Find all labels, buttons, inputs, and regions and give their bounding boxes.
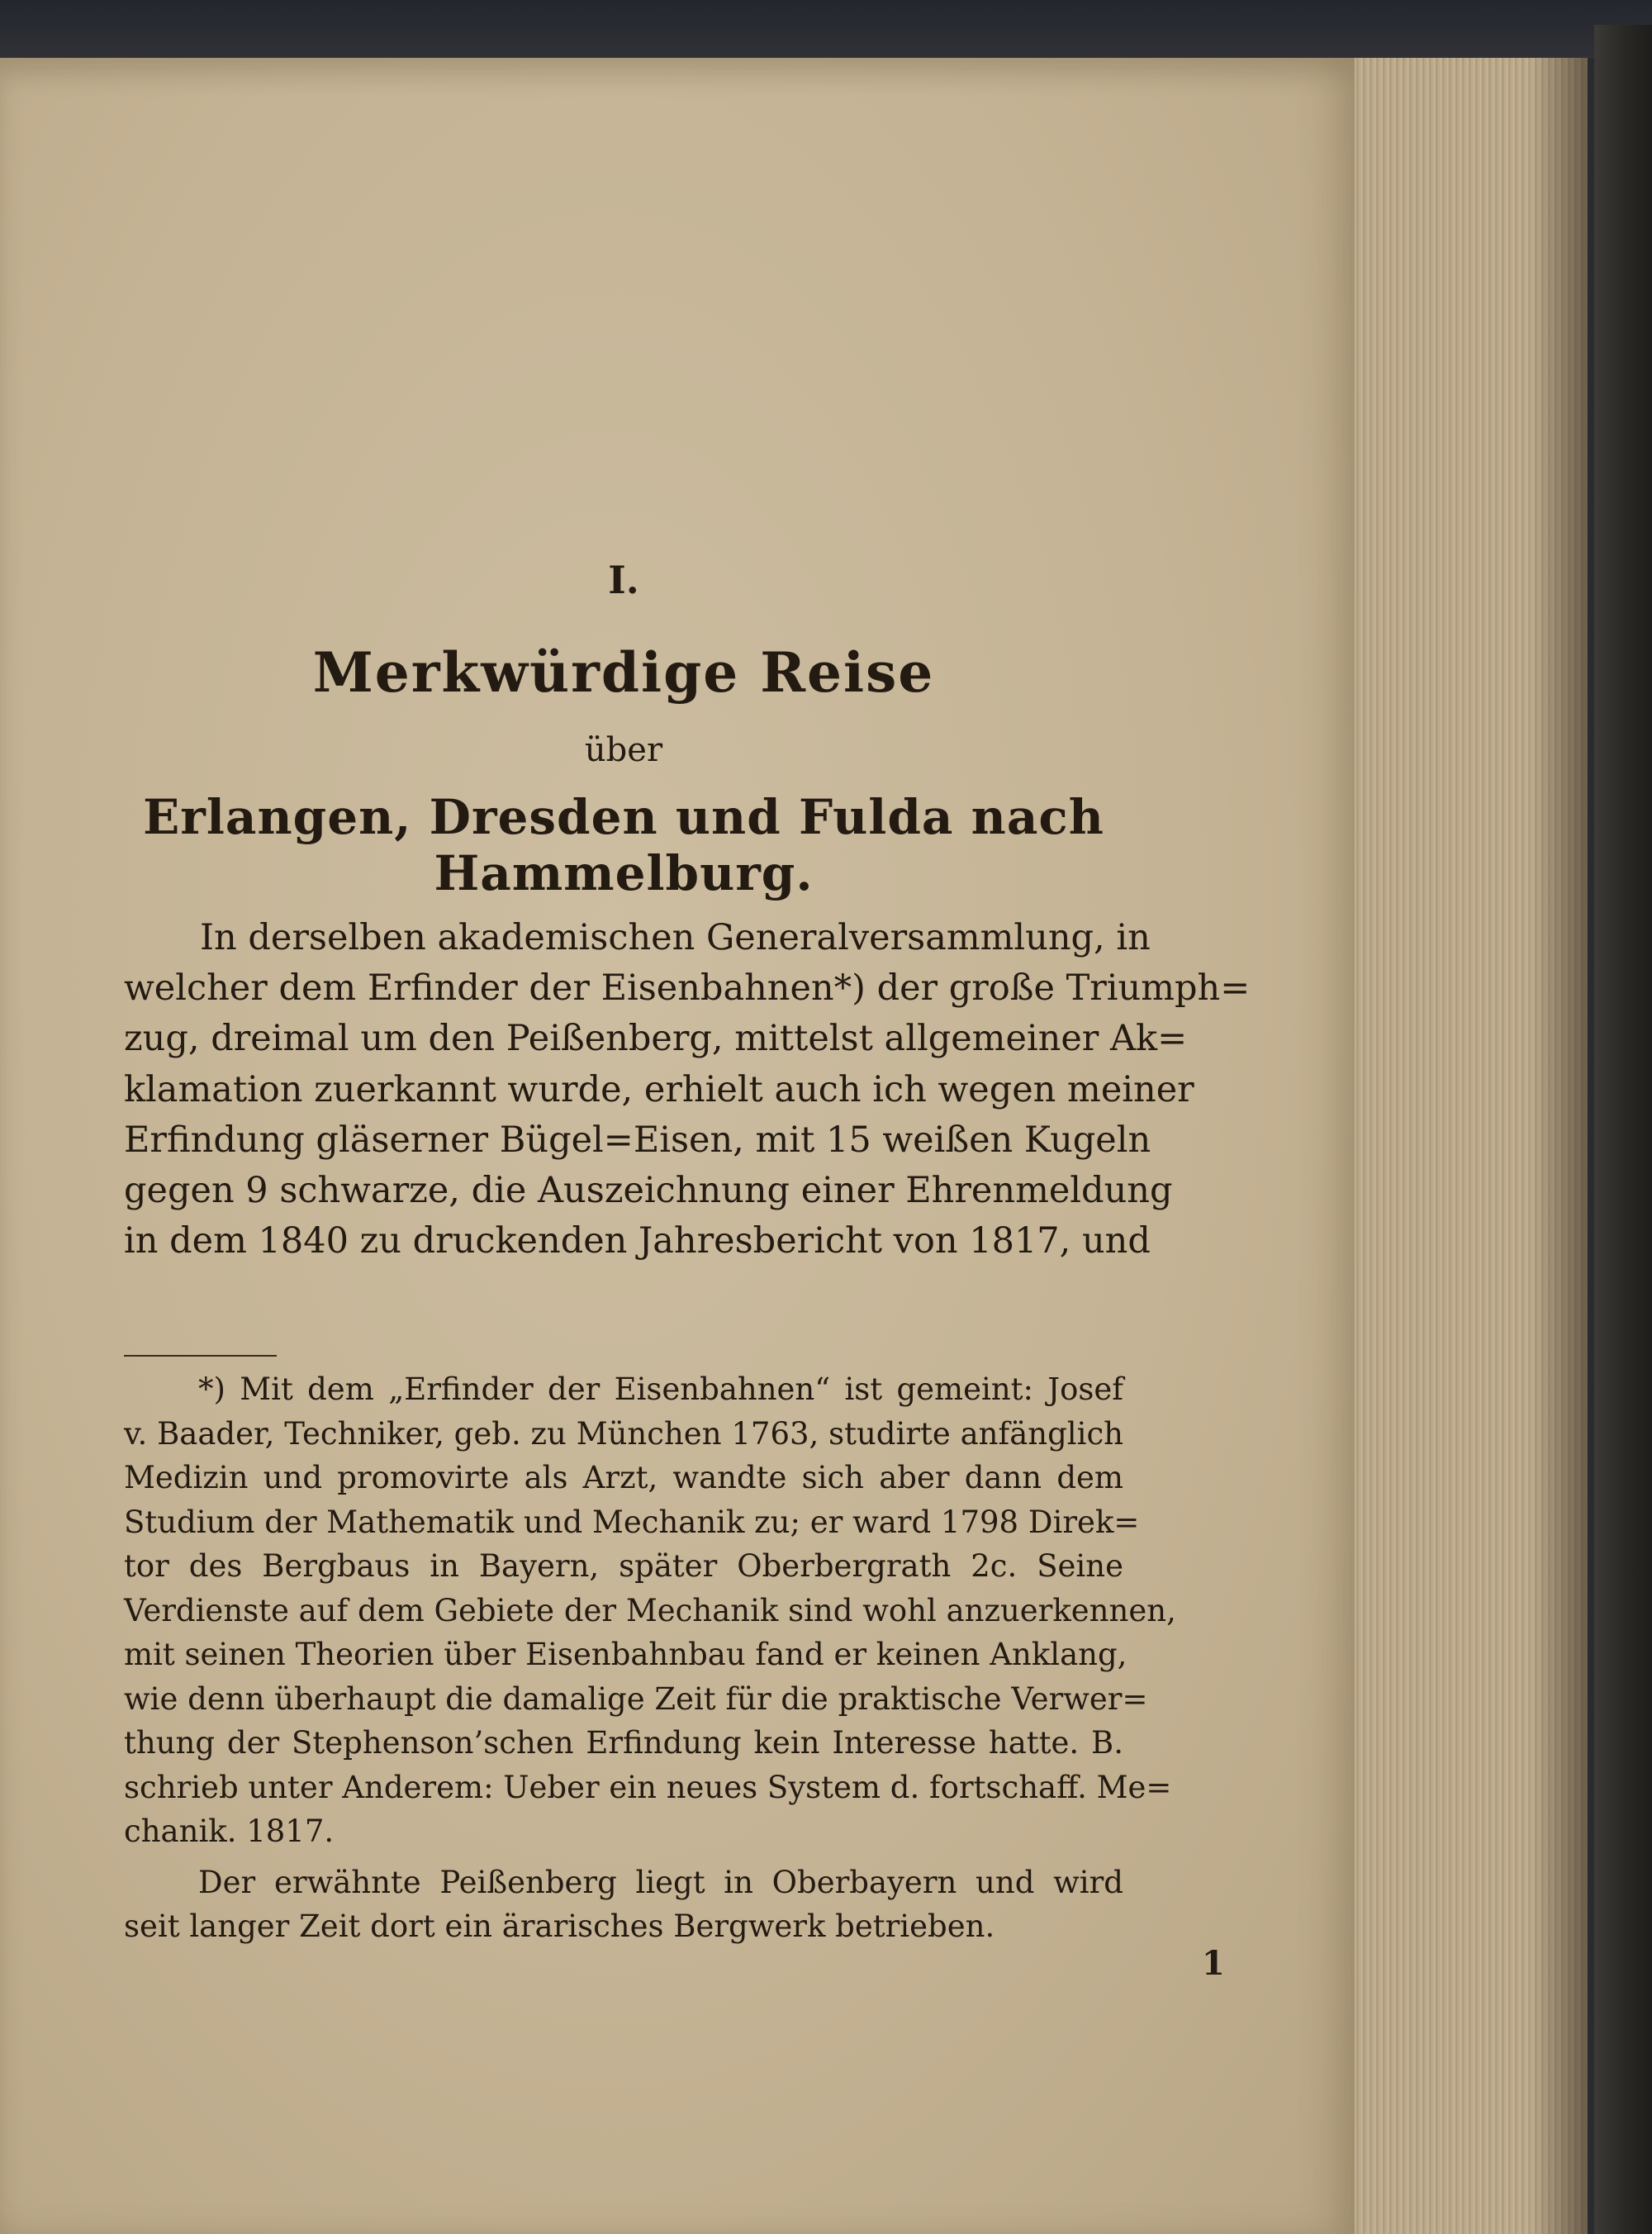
body-line: In derselben akademischen Generalversammlung, in [200,917,1151,958]
footnote-line: chanik. 1817. [124,1813,335,1849]
footnote-line: Studium der Mathematik und Mechanik zu; er ward 1798 Direk= [124,1504,1140,1540]
body-line: zug, dreimal um den Peißenberg, mittelst allgemeiner Ak= [124,1018,1188,1060]
page-number: 1 [1202,1944,1225,1983]
body-line: klamation zuerkannt wurde, erhielt auch ich wegen meiner [124,1068,1194,1110]
footnote-line: seit langer Zeit dort ein ärarisches Bergwerk betrieben. [124,1908,995,1944]
footnote-paragraph-2 [124,1861,1123,1949]
footnote-line: schrieb unter Anderem: Ueber ein neues System d. fortschaff. Me= [124,1769,1172,1805]
body-line: gegen 9 schwarze, die Auszeichnung einer Ehrenmeldung [124,1170,1173,1212]
page-stack-edges [1338,58,1588,2234]
book-spine-edge [1594,25,1652,2234]
body-line: welcher dem Erfinder der Eisenbahnen*) der große Triumph= [124,967,1251,1010]
footnote-line: wie denn überhaupt die damalige Zeit für die praktische Verwer= [124,1680,1148,1717]
chapter-number: I. [608,558,639,602]
book-cover-top [0,0,1652,58]
footnote-line: Verdienste auf dem Gebiete der Mechanik sind wohl anzuerkennen, [124,1592,1176,1628]
footnote [124,1367,1176,1949]
chapter-subtitle: Erlangen, Dresden und Fulda nach Hammelburg. [143,789,1104,901]
book-page [0,58,1355,2234]
title-connector: über [584,731,663,769]
body-paragraph [124,913,1251,1267]
footnote-line: tor des Bergbaus in Bayern, später Oberbergrath 2c. Seine [124,1548,1123,1584]
footnote-line: Der erwähnte Peißenberg liegt in Oberbayern und wird [198,1864,1123,1900]
body-line: in dem 1840 zu druckenden Jahresbericht von 1817, und [124,1220,1151,1262]
footnote-line: mit seinen Theorien über Eisenbahnbau fand er keinen Anklang, [124,1637,1127,1672]
footnote-line: Medizin und promovirte als Arzt, wandte sich aber dann dem [124,1460,1123,1495]
footnote-line: *) Mit dem „Erfinder der Eisenbahnen“ ist gemeint: Josef [198,1371,1123,1407]
footnote-divider [124,1355,277,1357]
chapter-title: Merkwürdige Reise [312,640,935,705]
footnote-line: v. Baader, Techniker, geb. zu München 1763, studirte anfänglich [124,1415,1123,1452]
footnote-line: thung der Stephenson’schen Erfindung kein Interesse hatte. B. [124,1725,1123,1761]
body-line: Erfindung gläserner Bügel=Eisen, mit 15 weißen Kugeln [124,1119,1151,1161]
